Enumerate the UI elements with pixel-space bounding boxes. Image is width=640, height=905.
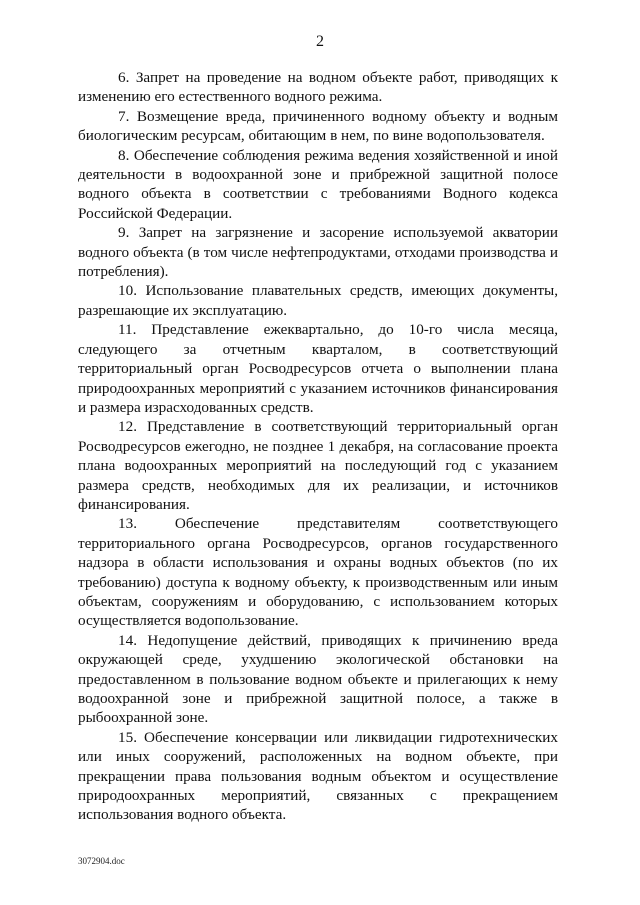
paragraph-item-12: 12. Представление в соответствующий территориальный орган Росводресурсов ежегодно, не позднее 1 декабря, на согласование проекта плана водоохранных мероприятий на последующий год с указанием размера средств, необходимых для их реализации, и источников финансирования.	[78, 418, 558, 513]
paragraph-item-7: 7. Возмещение вреда, причиненного водному объекту и водным биологическим ресурсам, обитающим в нем, по вине водопользователя.	[78, 107, 558, 145]
paragraph-item-15: 15. Обеспечение консервации или ликвидации гидротехнических или иных сооружений, расположенных на водном объекте, при прекращении права пользования водным объектом и осуществление природоохранных мероприятий, связанных с прекращением использования водного объекта.	[78, 728, 558, 824]
paragraph-item-13: 13. Обеспечение представителям соответствующего территориального органа Росводресурсов, органов государственного надзора в области использования и охраны водных объектов (по их требованию) доступа к водному объекту, к производственным или иным объектам, сооружениям и оборудованию, с использованием которых осуществляется водопользование.	[78, 515, 558, 630]
document-body	[78, 68, 558, 825]
paragraph-item-11: 11. Представление ежеквартально, до 10-го числа месяца, следующего за отчетным кварталом, в соответствующий территориальный орган Росводресурсов отчета о выполнении плана природоохранных мероприятий с указанием источников финансирования и размера израсходованных средств.	[78, 321, 558, 416]
paragraph-item-9: 9. Запрет на загрязнение и засорение используемой акватории водного объекта (в том числе нефтепродуктами, отходами производства и потребления).	[78, 224, 558, 281]
page-number: 2	[316, 33, 324, 50]
paragraph-item-14: 14. Недопущение действий, приводящих к причинению вреда окружающей среде, ухудшению экологической обстановки на предоставленном в пользование водном объекте и прилегающих к нему водоохранной зоне и прибрежной защитной полосе, а также в рыбоохранной зоне.	[78, 631, 558, 727]
paragraph-item-10: 10. Использование плавательных средств, имеющих документы, разрешающие их эксплуатацию.	[78, 282, 558, 319]
document-filename-footer: 3072904.doc	[78, 856, 125, 866]
paragraph-item-8: 8. Обеспечение соблюдения режима ведения хозяйственной и иной деятельности в водоохранной зоне и прибрежной защитной полосе водного объекта в соответствии с требованиями Водного кодекса Российской Федерации.	[78, 146, 558, 222]
paragraph-item-6: 6. Запрет на проведение на водном объекте работ, приводящих к изменению его естественного водного режима.	[78, 69, 558, 106]
